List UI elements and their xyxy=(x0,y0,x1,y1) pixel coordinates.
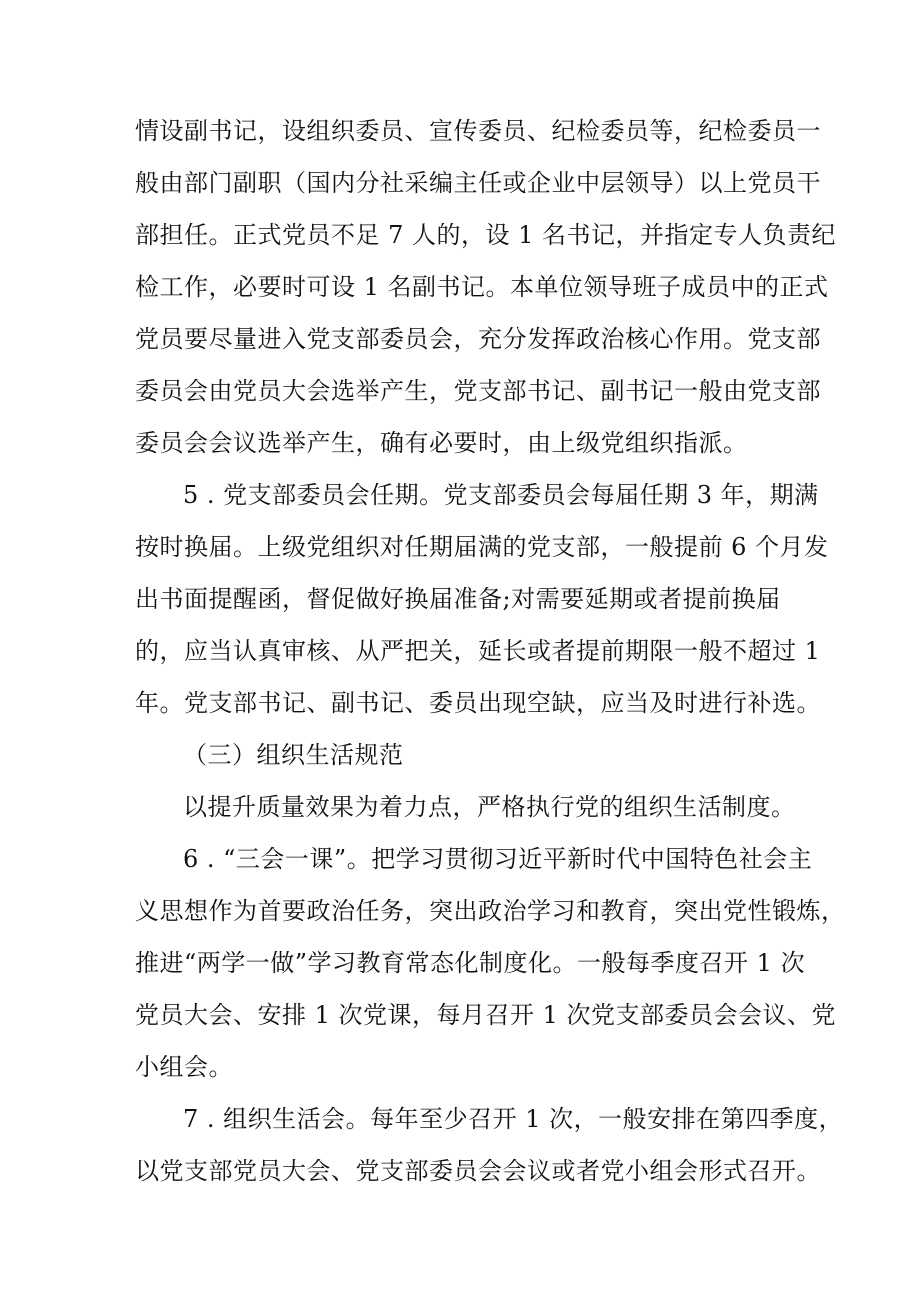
text-line: 以提升质量效果为着力点，严格执行党的组织生活制度。 xyxy=(183,793,796,821)
text-line: 推进“两学一做”学习教育常态化制度化。一般每季度召开 1 次 xyxy=(135,949,806,977)
text-line: 检工作，必要时可设 1 名副书记。本单位领导班子成员中的正式 xyxy=(135,273,829,301)
text-line: 以党支部党员大会、党支部委员会会议或者党小组会形式召开。 xyxy=(135,1157,821,1185)
text-line: 6 . “三会一课”。把学习贯彻习近平新时代中国特色社会主 xyxy=(183,845,813,873)
text-line: 的，应当认真审核、从严把关，延长或者提前期限一般不超过 1 xyxy=(135,637,821,665)
text-line: 出书面提醒函，督促做好换届准备;对需要延期或者提前换届 xyxy=(135,585,781,613)
section-heading: （三）组织生活规范 xyxy=(183,741,404,769)
text-line: 小组会。 xyxy=(135,1053,233,1081)
text-line: 党员大会、安排 1 次党课，每月召开 1 次党支部委员会会议、党 xyxy=(135,1001,837,1029)
text-line: 般由部门副职（国内分社采编主任或企业中层领导）以上党员干 xyxy=(135,169,821,197)
text-line: 年。党支部书记、副书记、委员出现空缺，应当及时进行补选。 xyxy=(135,689,821,717)
text-line: 7 . 组织生活会。每年至少召开 1 次，一般安排在第四季度， xyxy=(183,1105,844,1133)
text-line: 委员会由党员大会选举产生，党支部书记、副书记一般由党支部 xyxy=(135,377,821,405)
text-line: 5 . 党支部委员会任期。党支部委员会每届任期 3 年，期满 xyxy=(183,481,819,509)
text-line: 党员要尽量进入党支部委员会，充分发挥政治核心作用。党支部 xyxy=(135,325,821,353)
text-line: 情设副书记，设组织委员、宣传委员、纪检委员等，纪检委员一 xyxy=(135,117,821,145)
text-line: 委员会会议选举产生，确有必要时，由上级党组织指派。 xyxy=(135,429,748,457)
text-line: 义思想作为首要政治任务，突出政治学习和教育，突出党性锻炼， xyxy=(135,897,846,925)
text-line: 部担任。正式党员不足 7 人的，设 1 名书记，并指定专人负责纪 xyxy=(135,221,837,249)
text-line: 按时换届。上级党组织对任期届满的党支部，一般提前 6 个月发 xyxy=(135,533,829,561)
